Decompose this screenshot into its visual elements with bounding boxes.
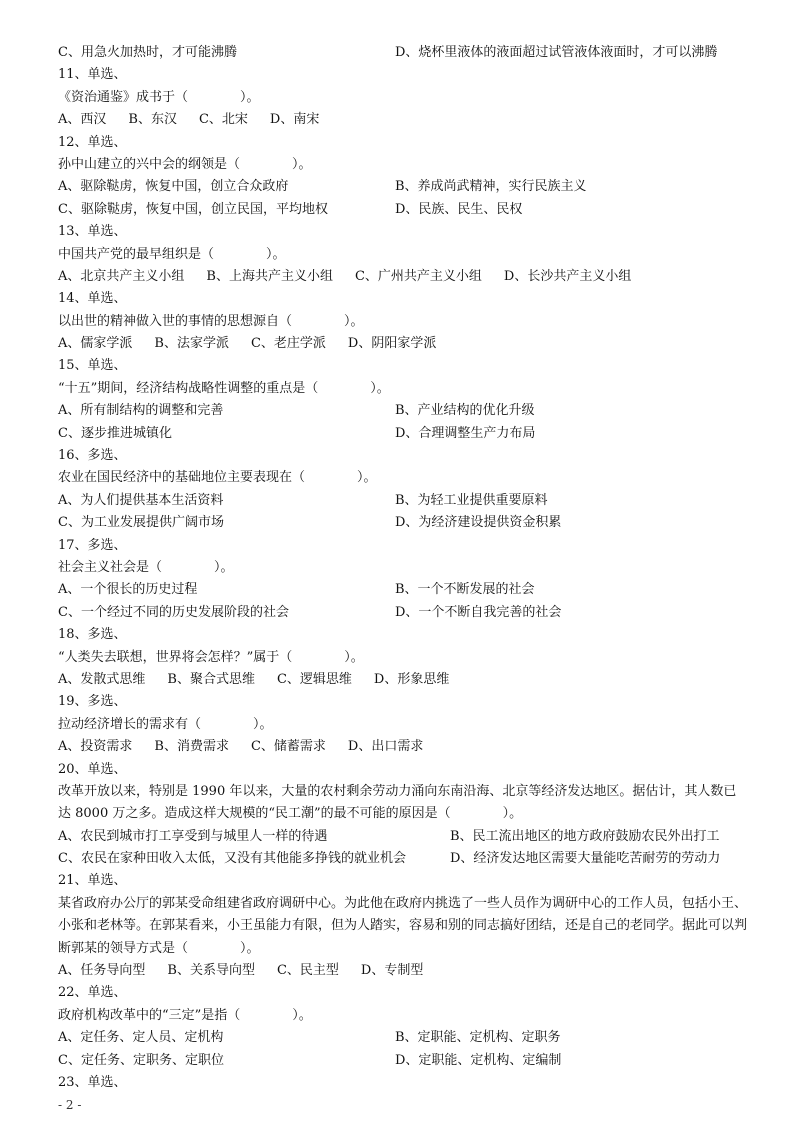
option-c: C、定任务、定职务、定职位 (58, 1052, 224, 1068)
question-number: 11、单选、 (58, 67, 127, 83)
question-stem: 中国共产党的最早组织是（ ）。 (58, 246, 286, 262)
option-c: C、北宋 (198, 112, 248, 128)
option-d: D、南宋 (269, 112, 320, 128)
option-row (58, 826, 748, 848)
option-row (58, 1027, 748, 1049)
option-a: A、北京共产主义小组 (58, 268, 185, 284)
option-d: D、专制型 (360, 963, 424, 979)
option-c: C、农民在家种田收入太低，又没有其他能多挣钱的就业机会 (58, 851, 406, 867)
option-b: B、法家学派 (154, 336, 229, 352)
option-c: C、用急火加热时，才可能沸腾 (58, 45, 237, 60)
option-d: D、长沙共产主义小组 (503, 268, 632, 284)
option-b: B、东汉 (128, 112, 177, 128)
question-number: 19、多选、 (58, 694, 127, 710)
question-number: 15、单选、 (58, 358, 127, 374)
question-number: 16、多选、 (58, 448, 127, 464)
option-d: D、合理调整生产力布局 (395, 425, 536, 441)
option-c: C、逻辑思维 (276, 671, 352, 687)
option-row (58, 579, 748, 601)
option-a: A、所有制结构的调整和完善 (58, 403, 224, 419)
question-stem: 某省政府办公厅的郭某受命组建省政府调研中心。为此他在政府内挑选了一些人员作为调研中心的工作人员，包括小王、小张和老林等。在郭某看来，小王虽能力有限，但为人踏实，容易和别的同志搞好团结，还是自己的老同学。据此可以判断郭某的领导方式是（ ）。 (58, 895, 748, 956)
option-c: C、储蓄需求 (250, 739, 326, 755)
option-c: C、老庄学派 (250, 336, 326, 352)
option-a: A、农民到城市打工享受到与城里人一样的待遇 (58, 828, 328, 844)
option-row (58, 266, 748, 288)
question-number: 17、多选、 (58, 537, 127, 553)
option-a: A、儒家学派 (58, 336, 133, 352)
question-stem: 社会主义社会是（ ）。 (58, 559, 234, 575)
option-d: D、出口需求 (347, 739, 424, 755)
option-c: C、驱除鞑虏，恢复中国，创立民国，平均地权 (58, 201, 328, 217)
option-row (58, 42, 748, 64)
question-stem: 政府机构改革中的“三定”是指（ ）。 (58, 1007, 312, 1023)
option-b: B、聚合式思维 (167, 671, 255, 687)
option-a: A、定任务、定人员、定机构 (58, 1030, 224, 1046)
option-d: D、经济发达地区需要大量能吃苦耐劳的劳动力 (450, 851, 721, 867)
option-a: A、投资需求 (58, 739, 133, 755)
question-number: 18、多选、 (58, 627, 127, 643)
option-c: C、广州共产主义小组 (354, 268, 482, 284)
option-row (58, 176, 748, 198)
option-d: D、形象思维 (373, 671, 450, 687)
option-row (58, 512, 748, 534)
option-b: B、养成尚武精神，实行民族主义 (395, 179, 587, 195)
question-number: 13、单选、 (58, 224, 127, 240)
question-number: 14、单选、 (58, 291, 127, 307)
option-b: B、定职能、定机构、定职务 (395, 1030, 561, 1046)
question-stem: 《资治通鉴》成书于（ ）。 (58, 89, 260, 105)
question-stem: “人类失去联想，世界将会怎样？”属于（ ）。 (58, 649, 364, 665)
option-b: B、上海共产主义小组 (206, 268, 333, 284)
option-a: A、发散式思维 (58, 671, 146, 687)
option-b: B、为轻工业提供重要原料 (395, 492, 548, 508)
option-row (58, 1050, 748, 1072)
option-d: D、定职能、定机构、定编制 (395, 1052, 562, 1068)
option-row (58, 669, 748, 691)
option-c: C、逐步推进城镇化 (58, 425, 172, 441)
option-row (58, 423, 748, 445)
option-row (58, 848, 748, 870)
option-d: D、烧杯里液体的液面超过试管液体液面时，才可以沸腾 (395, 45, 718, 60)
option-b: B、一个不断发展的社会 (395, 582, 535, 598)
option-d: D、一个不断自我完善的社会 (395, 604, 562, 620)
option-b: B、消费需求 (154, 739, 229, 755)
option-c: C、民主型 (276, 963, 339, 979)
question-number: 12、单选、 (58, 134, 127, 150)
option-row (58, 602, 748, 624)
question-stem: 孙中山建立的兴中会的纲领是（ ）。 (58, 156, 312, 172)
question-number: 21、单选、 (58, 873, 127, 889)
option-row (58, 490, 748, 512)
option-c: C、一个经过不同的历史发展阶段的社会 (58, 604, 289, 620)
option-b: B、关系导向型 (167, 963, 255, 979)
option-a: A、任务导向型 (58, 963, 146, 979)
option-row (58, 199, 748, 221)
option-d: D、为经济建设提供资金积累 (395, 515, 562, 531)
option-a: A、西汉 (58, 112, 107, 128)
option-d: D、阴阳家学派 (347, 336, 437, 352)
option-b: B、民工流出地区的地方政府鼓励农民外出打工 (450, 828, 720, 844)
option-a: A、为人们提供基本生活资料 (58, 492, 224, 508)
question-stem: 改革开放以来，特别是 1990 年以来，大量的农村剩余劳动力涌向东南沿海、北京等经济发达地区。据估计，其人数已达 8000 万之多。造成这样大规模的“民工潮”的最不可能的原因是（ ）。 (58, 783, 737, 822)
option-a: A、驱除鞑虏，恢复中国，创立合众政府 (58, 179, 289, 195)
option-b: B、产业结构的优化升级 (395, 403, 535, 419)
question-number: 23、单选、 (58, 1075, 127, 1091)
option-a: A、一个很长的历史过程 (58, 582, 198, 598)
option-row (58, 109, 748, 131)
question-stem: 以出世的精神做入世的事情的思想源自（ ）。 (58, 313, 364, 329)
option-c: C、为工业发展提供广阔市场 (58, 515, 224, 531)
question-stem: “十五”期间，经济结构战略性调整的重点是（ ）。 (58, 380, 390, 396)
option-row (58, 333, 748, 355)
page-number: - 2 - (58, 1098, 82, 1112)
option-row (58, 960, 748, 982)
option-row (58, 400, 748, 422)
option-d: D、民族、民生、民权 (395, 201, 523, 217)
question-stem: 农业在国民经济中的基础地位主要表现在（ ）。 (58, 470, 377, 486)
question-stem: 拉动经济增长的需求有（ ）。 (58, 716, 273, 732)
question-number: 20、单选、 (58, 761, 127, 777)
document-page (58, 42, 748, 1094)
question-number: 22、单选、 (58, 985, 127, 1001)
option-row (58, 736, 748, 758)
